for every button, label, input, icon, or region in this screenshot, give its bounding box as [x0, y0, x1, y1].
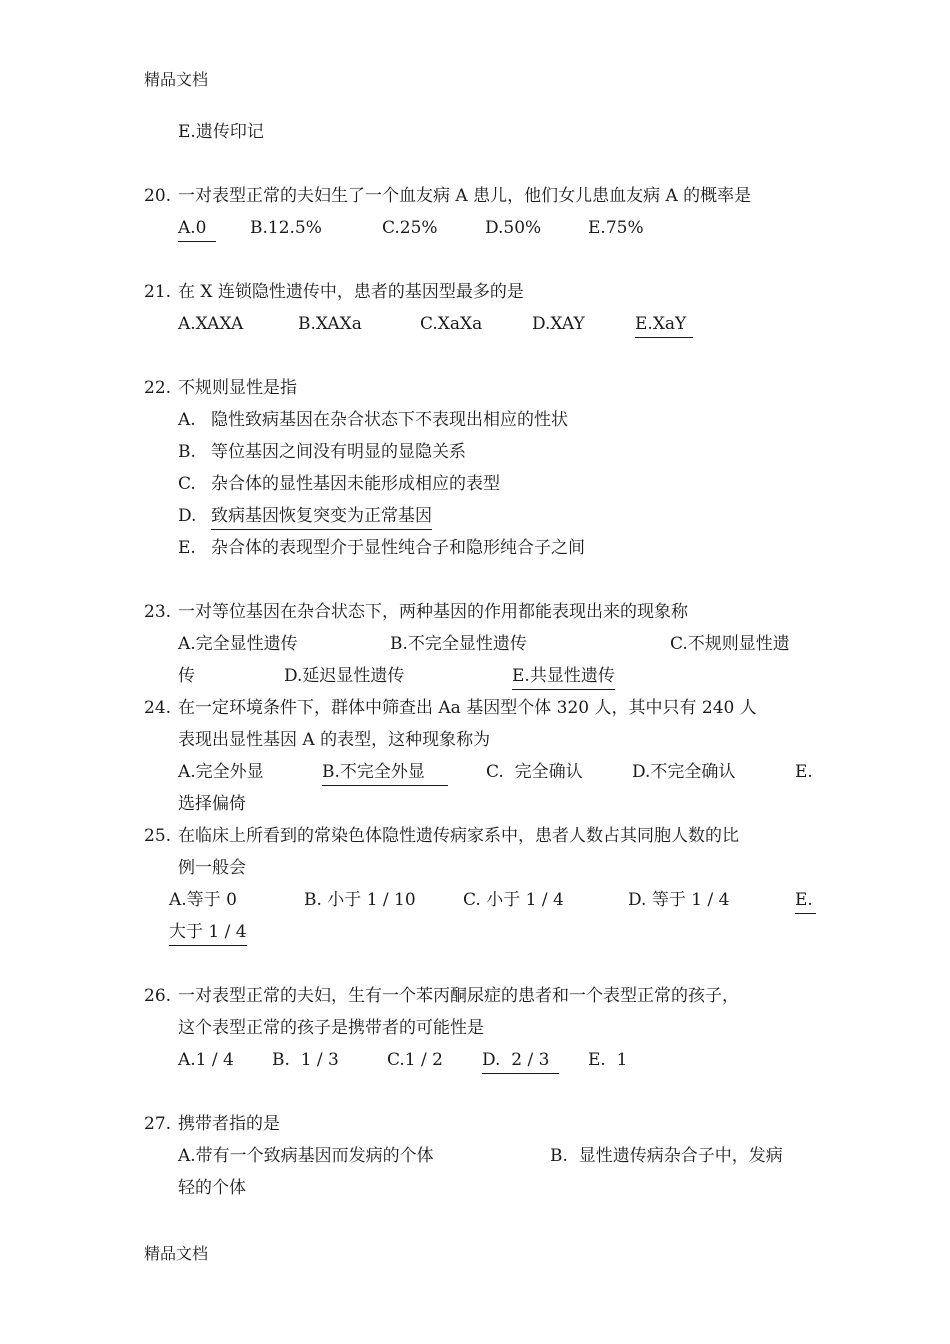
q20-option-a-text: A.0 [178, 218, 207, 238]
q26-option-a: A.1 / 4 [178, 1050, 234, 1070]
q22-stem: 不规则显性是指 [178, 378, 297, 398]
page-footer: 精品文档 [144, 1244, 209, 1263]
q21-option-e-text: E.XaY [635, 314, 687, 334]
q22-option-e-label: E. [178, 538, 196, 558]
q26-option-c: C.1 / 2 [387, 1050, 443, 1070]
q22-number: 22. [144, 378, 172, 398]
q21-option-d: D.XAY [532, 314, 585, 334]
q22-option-c-label: C. [178, 474, 196, 494]
q24-option-e: E. [795, 762, 813, 782]
q24-option-e-wrap: 选择偏倚 [178, 794, 246, 814]
q25-option-c: C. 小于 1 / 4 [463, 890, 564, 910]
q25-option-d: D. 等于 1 / 4 [628, 890, 730, 910]
q23-number: 23. [144, 602, 172, 622]
q21-option-e [635, 312, 693, 338]
q22-option-b: 等位基因之间没有明显的显隐关系 [211, 442, 466, 462]
q22-option-a-label: A. [178, 410, 196, 430]
q27-option-a: A.带有一个致病基因而发病的个体 [178, 1146, 434, 1166]
q25-option-e-wrap: 大于 1 / 4 [169, 920, 247, 946]
q23-option-c: C.不规则显性遗 [670, 634, 790, 654]
q24-option-c: C. 完全确认 [486, 762, 583, 782]
q27-option-b-wrap: 轻的个体 [178, 1178, 246, 1198]
q25-option-e [795, 888, 816, 914]
q22-option-c: 杂合体的显性基因未能形成相应的表型 [211, 474, 500, 494]
q25-option-a: A.等于 0 [169, 890, 237, 910]
q24-stem-line1: 在一定环境条件下，群体中筛查出 Aa 基因型个体 320 人，其中只有 240 人 [178, 698, 757, 718]
q23-option-c-wrap: 传 [178, 666, 195, 686]
q26-stem-line2: 这个表型正常的孩子是携带者的可能性是 [178, 1018, 484, 1038]
q20-option-d: D.50% [485, 218, 542, 238]
q22-option-d: 致病基因恢复突变为正常基因 [211, 504, 432, 530]
q23-option-a: A.完全显性遗传 [178, 634, 298, 654]
q27-stem: 携带者指的是 [178, 1114, 280, 1134]
q25-option-b: B. 小于 1 / 10 [304, 890, 416, 910]
q26-stem-line1: 一对表型正常的夫妇，生有一个苯丙酮尿症的患者和一个表型正常的孩子， [178, 986, 739, 1006]
q23-stem: 一对等位基因在杂合状态下，两种基因的作用都能表现出来的现象称 [178, 602, 688, 622]
q27-option-b: B. 显性遗传病杂合子中，发病 [550, 1146, 783, 1166]
q26-option-d [482, 1048, 559, 1074]
q27-number: 27. [144, 1114, 172, 1134]
page-header: 精品文档 [144, 70, 209, 89]
q21-number: 21. [144, 282, 172, 302]
q25-option-e-text: E. [795, 890, 813, 910]
q20-number: 20. [144, 186, 172, 206]
q20-option-e: E.75% [588, 218, 644, 238]
q20-option-b: B.12.5% [250, 218, 322, 238]
q25-stem-line2: 例一般会 [178, 858, 246, 878]
q24-option-b-text: B.不完全外显 [322, 762, 425, 782]
q20-option-a [178, 216, 216, 242]
q26-number: 26. [144, 986, 172, 1006]
q21-stem: 在 X 连锁隐性遗传中，患者的基因型最多的是 [178, 282, 524, 302]
q20-stem: 一对表型正常的夫妇生了一个血友病 A 患儿，他们女儿患血友病 A 的概率是 [178, 186, 752, 206]
q20-option-c: C.25% [382, 218, 438, 238]
q26-option-e: E. 1 [588, 1050, 628, 1070]
q21-option-c: C.XaXa [420, 314, 483, 334]
q25-stem-line1: 在临床上所看到的常染色体隐性遗传病家系中，患者人数占其同胞人数的比 [178, 826, 739, 846]
q22-option-a: 隐性致病基因在杂合状态下不表现出相应的性状 [211, 410, 568, 430]
q21-option-b: B.XAXa [298, 314, 362, 334]
q19-option-e: E.遗传印记 [178, 122, 264, 142]
q24-number: 24. [144, 698, 172, 718]
q22-option-d-label: D. [178, 506, 197, 526]
q23-option-e: E.共显性遗传 [512, 664, 615, 690]
q23-option-b: B.不完全显性遗传 [390, 634, 527, 654]
q26-option-d-text: D. 2 / 3 [482, 1050, 550, 1070]
q22-option-b-label: B. [178, 442, 196, 462]
q24-option-d: D.不完全确认 [632, 762, 736, 782]
q24-option-b [322, 760, 448, 786]
q23-option-d: D.延迟显性遗传 [284, 666, 405, 686]
q26-option-b: B. 1 / 3 [272, 1050, 339, 1070]
q25-number: 25. [144, 826, 172, 846]
q24-option-a: A.完全外显 [178, 762, 264, 782]
q24-stem-line2: 表现出显性基因 A 的表型，这种现象称为 [178, 730, 491, 750]
q21-option-a: A.XAXA [178, 314, 244, 334]
q22-option-e: 杂合体的表现型介于显性纯合子和隐形纯合子之间 [211, 538, 585, 558]
